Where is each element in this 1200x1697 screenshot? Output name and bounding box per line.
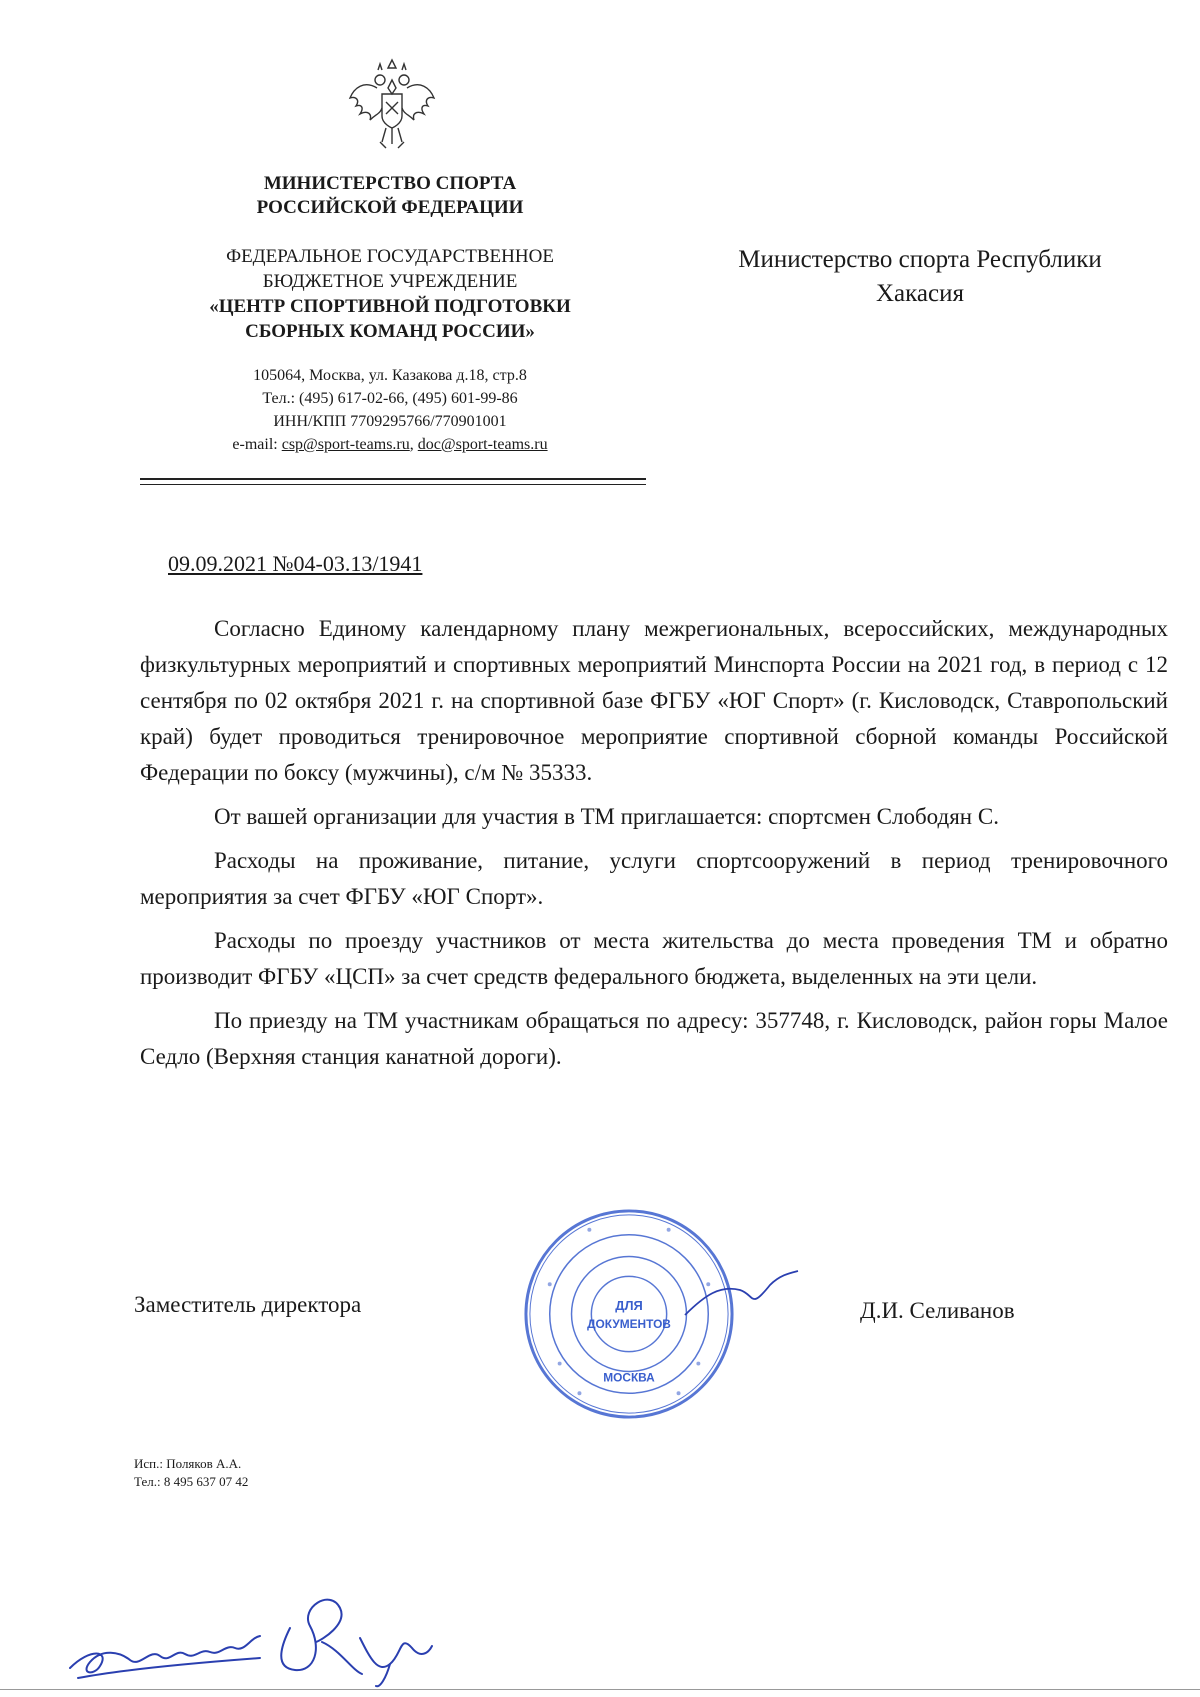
addressee-line-1: Министерство спорта Республики: [738, 246, 1102, 273]
phone: Тел.: (495) 617-02-66, (495) 601-99-86: [262, 390, 518, 407]
email-label: e-mail:: [232, 436, 278, 453]
email-line: [130, 433, 650, 456]
institution-header: [130, 244, 650, 344]
ministry-line-2: РОССИЙСКОЙ ФЕДЕРАЦИИ: [256, 197, 524, 218]
executor-block: [134, 1455, 248, 1491]
coat-of-arms-emblem: [342, 58, 442, 158]
body-paragraph-5: По приезду на ТМ участникам обращаться по адресу: 357748, г. Кисловодск, район горы Малое Седло (Верхняя станция канатной дороги).: [140, 1008, 1168, 1069]
executor-phone: Тел.: 8 495 637 07 42: [134, 1474, 249, 1489]
institution-line-1: ФЕДЕРАЛЬНОЕ ГОСУДАРСТВЕННОЕ: [226, 246, 554, 267]
institution-line-2: БЮДЖЕТНОЕ УЧРЕЖДЕНИЕ: [262, 271, 518, 292]
institution-name-line-2: СБОРНЫХ КОМАНД РОССИИ»: [245, 321, 535, 342]
page-bottom-edge: [0, 1689, 1200, 1690]
inn-kpp: ИНН/КПП 7709295766/770901001: [273, 413, 507, 430]
body-paragraph-1: Согласно Единому календарному плану межрегиональных, всероссийских, международных физкультурных мероприятий и спортивных мероприятий Минспорта России на 2021 год, в период с 12 сентября по 02 октября 2021 г. на спортивной базе ФГБУ «ЮГ Спорт» (г. Кисловодск, Ставропольский край) будет проводиться тренировочное мероприятие спортивной сборной команды Российской Федерации по боксу (мужчины), с/м № 35333.: [140, 616, 1168, 785]
executor-name: Исп.: Поляков А.А.: [134, 1456, 242, 1471]
document-reference: 09.09.2021 №04-03.13/1941: [168, 551, 423, 576]
letterhead-divider-thin: [140, 484, 646, 485]
signature-stroke: [680, 1265, 800, 1325]
addressee-line-2: Хакасия: [876, 280, 964, 307]
handwritten-signature: [60, 1578, 440, 1688]
stamp-center-line-1: ДЛЯ: [615, 1298, 643, 1314]
signatory-name: Д.И. Селиванов: [860, 1298, 1015, 1323]
email-link-2[interactable]: doc@sport-teams.ru: [417, 436, 548, 453]
stamp-center-line-2: ДОКУМЕНТОВ: [587, 1316, 671, 1331]
body-paragraph-4: Расходы по проезду участников от места жительства до места проведения ТМ и обратно производит ФГБУ «ЦСП» за счет средств федерального бюджета, выделенных на эти цели.: [140, 928, 1168, 989]
contact-block: [130, 364, 650, 456]
body-paragraph-2: От вашей организации для участия в ТМ приглашается: спортсмен Слободян С.: [214, 804, 999, 829]
letterhead-divider: [140, 478, 646, 480]
ministry-line-1: МИНИСТЕРСТВО СПОРТА: [263, 173, 517, 194]
ministry-header: [130, 172, 650, 220]
email-separator: ,: [409, 436, 414, 453]
signatory-title: Заместитель директора: [134, 1292, 362, 1317]
addressee: [700, 243, 1140, 311]
stamp-bottom-text: МОСКВА: [603, 1370, 655, 1385]
institution-name-line-1: «ЦЕНТР СПОРТИВНОЙ ПОДГОТОВКИ: [209, 296, 571, 317]
email-link-1[interactable]: csp@sport-teams.ru: [281, 436, 410, 453]
body-paragraph-3: Расходы на проживание, питание, услуги спортсооружений в период тренировочного мероприятия за счет ФГБУ «ЮГ Спорт».: [140, 848, 1168, 909]
letter-body: [140, 611, 1168, 1083]
address: 105064, Москва, ул. Казакова д.18, стр.8: [253, 367, 527, 384]
